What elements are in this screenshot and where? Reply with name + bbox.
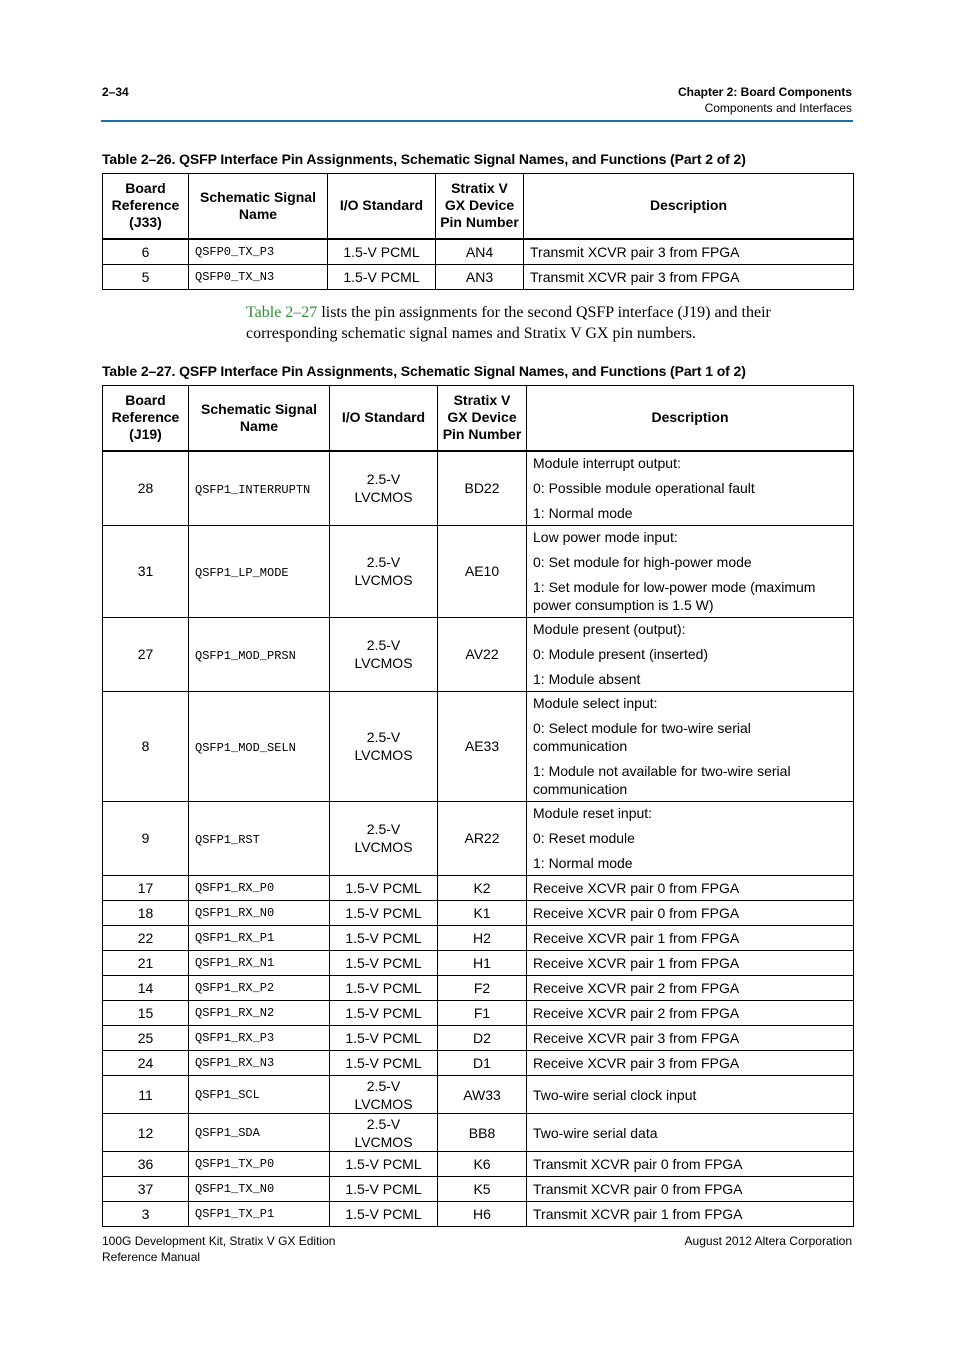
footer-kit-name: 100G Development Kit, Stratix V GX Edition xyxy=(102,1234,336,1248)
footer-date-company: August 2012 Altera Corporation xyxy=(684,1234,852,1248)
table-cell: 6 xyxy=(103,239,189,265)
table-26-caption: Table 2–26. QSFP Interface Pin Assignments, Schematic Signal Names, and Functions (Part 2 of 2) xyxy=(102,151,746,167)
running-header xyxy=(678,84,852,116)
table-cell: Receive XCVR pair 1 from FPGA xyxy=(527,950,854,975)
description-line: Module select input: xyxy=(533,694,658,711)
table-cell: Receive XCVR pair 2 from FPGA xyxy=(527,975,854,1000)
chapter-title: Chapter 2: Board Components xyxy=(677,85,852,99)
col-header: Schematic Signal Name xyxy=(189,174,328,239)
table-row xyxy=(103,617,854,691)
table-cell: K5 xyxy=(438,1176,527,1201)
line-spacer xyxy=(533,755,847,762)
col-header: Description xyxy=(527,386,854,451)
table-row xyxy=(103,691,854,801)
col-header: Stratix V GX Device Pin Number xyxy=(436,174,524,239)
table-cell: Transmit XCVR pair 1 from FPGA xyxy=(527,1201,854,1226)
table-row xyxy=(103,1113,854,1151)
description-line: 0: Possible module operational fault xyxy=(533,479,755,496)
table-cell: Receive XCVR pair 1 from FPGA xyxy=(527,925,854,950)
table-cell: 3 xyxy=(103,1201,189,1226)
section-title: Components and Interfaces xyxy=(704,101,852,115)
table-cell: 18 xyxy=(103,900,189,925)
table-cell: QSFP1_MOD_PRSN xyxy=(189,617,330,691)
table-row xyxy=(103,1075,854,1113)
line-spacer xyxy=(533,847,847,854)
line-spacer xyxy=(533,712,847,719)
table-row xyxy=(103,925,854,950)
description-line: 0: Set module for high-power mode xyxy=(533,553,752,570)
table-cell: 24 xyxy=(103,1050,189,1075)
table-27-link[interactable]: Table 2–27 xyxy=(246,304,318,321)
table-cell: 21 xyxy=(103,950,189,975)
table-cell: Receive XCVR pair 3 from FPGA xyxy=(527,1025,854,1050)
table-cell: QSFP1_RX_N0 xyxy=(189,900,330,925)
table-cell xyxy=(527,525,854,617)
table-cell: 1.5-V PCML xyxy=(330,1025,438,1050)
table-cell: BD22 xyxy=(438,451,527,526)
table-26 xyxy=(102,173,854,290)
table-row xyxy=(103,900,854,925)
description-line: Module present (output): xyxy=(533,620,686,637)
table-cell: 28 xyxy=(103,451,189,526)
table-cell: K6 xyxy=(438,1151,527,1176)
intro-paragraph xyxy=(246,302,846,344)
line-spacer xyxy=(533,497,847,504)
description-line: 0: Select module for two-wire serial communication xyxy=(533,719,751,754)
line-spacer xyxy=(533,546,847,553)
table-cell: 2.5-V LVCMOS xyxy=(330,617,438,691)
line-spacer xyxy=(533,571,847,578)
table-cell: QSFP1_RX_P2 xyxy=(189,975,330,1000)
table-cell: 25 xyxy=(103,1025,189,1050)
table-cell: Two-wire serial clock input xyxy=(527,1075,854,1113)
col-header: Stratix V GX Device Pin Number xyxy=(438,386,527,451)
table-cell: 27 xyxy=(103,617,189,691)
table-cell: Receive XCVR pair 2 from FPGA xyxy=(527,1000,854,1025)
table-cell: K1 xyxy=(438,900,527,925)
table-27 xyxy=(102,385,854,1227)
table-cell: AN4 xyxy=(436,239,524,265)
table-cell: QSFP1_RX_N3 xyxy=(189,1050,330,1075)
table-cell: 1.5-V PCML xyxy=(330,975,438,1000)
table-cell: 22 xyxy=(103,925,189,950)
table-cell: 1.5-V PCML xyxy=(330,1000,438,1025)
table-row xyxy=(103,1201,854,1226)
footer-manual: Reference Manual xyxy=(102,1250,201,1264)
table-row xyxy=(103,1050,854,1075)
table-cell xyxy=(527,617,854,691)
table-cell: 9 xyxy=(103,801,189,875)
table-cell: F2 xyxy=(438,975,527,1000)
table-cell: 2.5-V LVCMOS xyxy=(330,451,438,526)
table-cell: Receive XCVR pair 0 from FPGA xyxy=(527,900,854,925)
table-header-row xyxy=(103,386,854,451)
table-cell: QSFP1_RX_N1 xyxy=(189,950,330,975)
table-row xyxy=(103,264,854,289)
table-cell: 1.5-V PCML xyxy=(330,1176,438,1201)
table-cell: AN3 xyxy=(436,264,524,289)
table-cell: 2.5-V LVCMOS xyxy=(330,691,438,801)
line-spacer xyxy=(533,663,847,670)
table-cell: Transmit XCVR pair 0 from FPGA xyxy=(527,1151,854,1176)
table-cell: 14 xyxy=(103,975,189,1000)
table-cell: 1.5-V PCML xyxy=(330,1201,438,1226)
table-header-row xyxy=(103,174,854,239)
table-cell: QSFP1_RST xyxy=(189,801,330,875)
table-cell: AW33 xyxy=(438,1075,527,1113)
table-cell: 1.5-V PCML xyxy=(330,1050,438,1075)
table-cell: QSFP0_TX_P3 xyxy=(189,239,328,265)
table-cell: Receive XCVR pair 0 from FPGA xyxy=(527,875,854,900)
table-cell: QSFP1_MOD_SELN xyxy=(189,691,330,801)
table-cell: 1.5-V PCML xyxy=(328,239,436,265)
description-line: 1: Normal mode xyxy=(533,854,633,871)
table-cell: 36 xyxy=(103,1151,189,1176)
table-cell: 1.5-V PCML xyxy=(330,1151,438,1176)
table-cell xyxy=(527,801,854,875)
table-cell: QSFP1_RX_N2 xyxy=(189,1000,330,1025)
table-cell: BB8 xyxy=(438,1113,527,1151)
table-row xyxy=(103,975,854,1000)
table-cell: Transmit XCVR pair 3 from FPGA xyxy=(524,264,854,289)
description-line: 1: Module not available for two-wire serial communication xyxy=(533,762,791,797)
description-line: 1: Module absent xyxy=(533,670,641,687)
table-cell: 2.5-V LVCMOS xyxy=(330,801,438,875)
table-cell: QSFP1_TX_N0 xyxy=(189,1176,330,1201)
table-cell: AE10 xyxy=(438,525,527,617)
table-cell: QSFP1_RX_P0 xyxy=(189,875,330,900)
table-cell: H2 xyxy=(438,925,527,950)
description-line: 0: Reset module xyxy=(533,829,635,846)
footer-doc-title xyxy=(102,1233,335,1265)
table-cell: F1 xyxy=(438,1000,527,1025)
table-cell: QSFP1_SDA xyxy=(189,1113,330,1151)
page-number: 2–34 xyxy=(102,85,129,99)
table-cell: QSFP1_RX_P1 xyxy=(189,925,330,950)
table-cell: AV22 xyxy=(438,617,527,691)
table-row xyxy=(103,1000,854,1025)
table-cell: Two-wire serial data xyxy=(527,1113,854,1151)
table-cell: 2.5-V LVCMOS xyxy=(330,1113,438,1151)
table-cell: QSFP1_INTERRUPTN xyxy=(189,451,330,526)
table-cell: 5 xyxy=(103,264,189,289)
col-header: I/O Standard xyxy=(328,174,436,239)
table-cell: 1.5-V PCML xyxy=(330,875,438,900)
table-cell: QSFP1_TX_P0 xyxy=(189,1151,330,1176)
table-cell: QSFP1_SCL xyxy=(189,1075,330,1113)
table-row xyxy=(103,1151,854,1176)
table-cell: K2 xyxy=(438,875,527,900)
table-row xyxy=(103,1176,854,1201)
table-cell: 12 xyxy=(103,1113,189,1151)
table-cell: AE33 xyxy=(438,691,527,801)
table-cell: 31 xyxy=(103,525,189,617)
table-cell: H1 xyxy=(438,950,527,975)
line-spacer xyxy=(533,822,847,829)
table-cell: 1.5-V PCML xyxy=(328,264,436,289)
table-cell: 8 xyxy=(103,691,189,801)
table-cell: 1.5-V PCML xyxy=(330,900,438,925)
table-row xyxy=(103,801,854,875)
table-cell: QSFP0_TX_N3 xyxy=(189,264,328,289)
description-line: 0: Module present (inserted) xyxy=(533,645,709,662)
description-line: Module reset input: xyxy=(533,804,653,821)
col-header: I/O Standard xyxy=(330,386,438,451)
line-spacer xyxy=(533,472,847,479)
description-line: 1: Normal mode xyxy=(533,504,633,521)
table-cell: 11 xyxy=(103,1075,189,1113)
description-line: 1: Set module for low-power mode (maximum power consumption is 1.5 W) xyxy=(533,578,816,613)
table-cell xyxy=(527,451,854,526)
col-header: Schematic Signal Name xyxy=(189,386,330,451)
table-row xyxy=(103,239,854,265)
description-line: Module interrupt output: xyxy=(533,454,681,471)
paragraph-text: lists the pin assignments for the second QSFP interface (J19) and their corresponding schematic signal names and Stratix V GX pin numbers. xyxy=(246,304,771,342)
col-header: Board Reference (J33) xyxy=(103,174,189,239)
table-cell: D2 xyxy=(438,1025,527,1050)
table-row xyxy=(103,875,854,900)
table-cell: 2.5-V LVCMOS xyxy=(330,525,438,617)
table-27-caption: Table 2–27. QSFP Interface Pin Assignments, Schematic Signal Names, and Functions (Part 1 of 2) xyxy=(102,363,746,379)
table-cell: H6 xyxy=(438,1201,527,1226)
table-row xyxy=(103,525,854,617)
col-header: Board Reference (J19) xyxy=(103,386,189,451)
table-cell xyxy=(527,691,854,801)
table-cell: 2.5-V LVCMOS xyxy=(330,1075,438,1113)
col-header: Description xyxy=(524,174,854,239)
table-row xyxy=(103,950,854,975)
table-row xyxy=(103,451,854,526)
table-cell: Transmit XCVR pair 3 from FPGA xyxy=(524,239,854,265)
table-cell: QSFP1_TX_P1 xyxy=(189,1201,330,1226)
table-cell: 37 xyxy=(103,1176,189,1201)
table-cell: 15 xyxy=(103,1000,189,1025)
header-rule xyxy=(101,120,853,122)
description-line: Low power mode input: xyxy=(533,528,678,545)
table-cell: QSFP1_LP_MODE xyxy=(189,525,330,617)
line-spacer xyxy=(533,638,847,645)
table-cell: D1 xyxy=(438,1050,527,1075)
table-row xyxy=(103,1025,854,1050)
table-cell: AR22 xyxy=(438,801,527,875)
table-cell: 1.5-V PCML xyxy=(330,925,438,950)
table-cell: 1.5-V PCML xyxy=(330,950,438,975)
table-cell: Transmit XCVR pair 0 from FPGA xyxy=(527,1176,854,1201)
table-cell: QSFP1_RX_P3 xyxy=(189,1025,330,1050)
table-cell: 17 xyxy=(103,875,189,900)
table-cell: Receive XCVR pair 3 from FPGA xyxy=(527,1050,854,1075)
